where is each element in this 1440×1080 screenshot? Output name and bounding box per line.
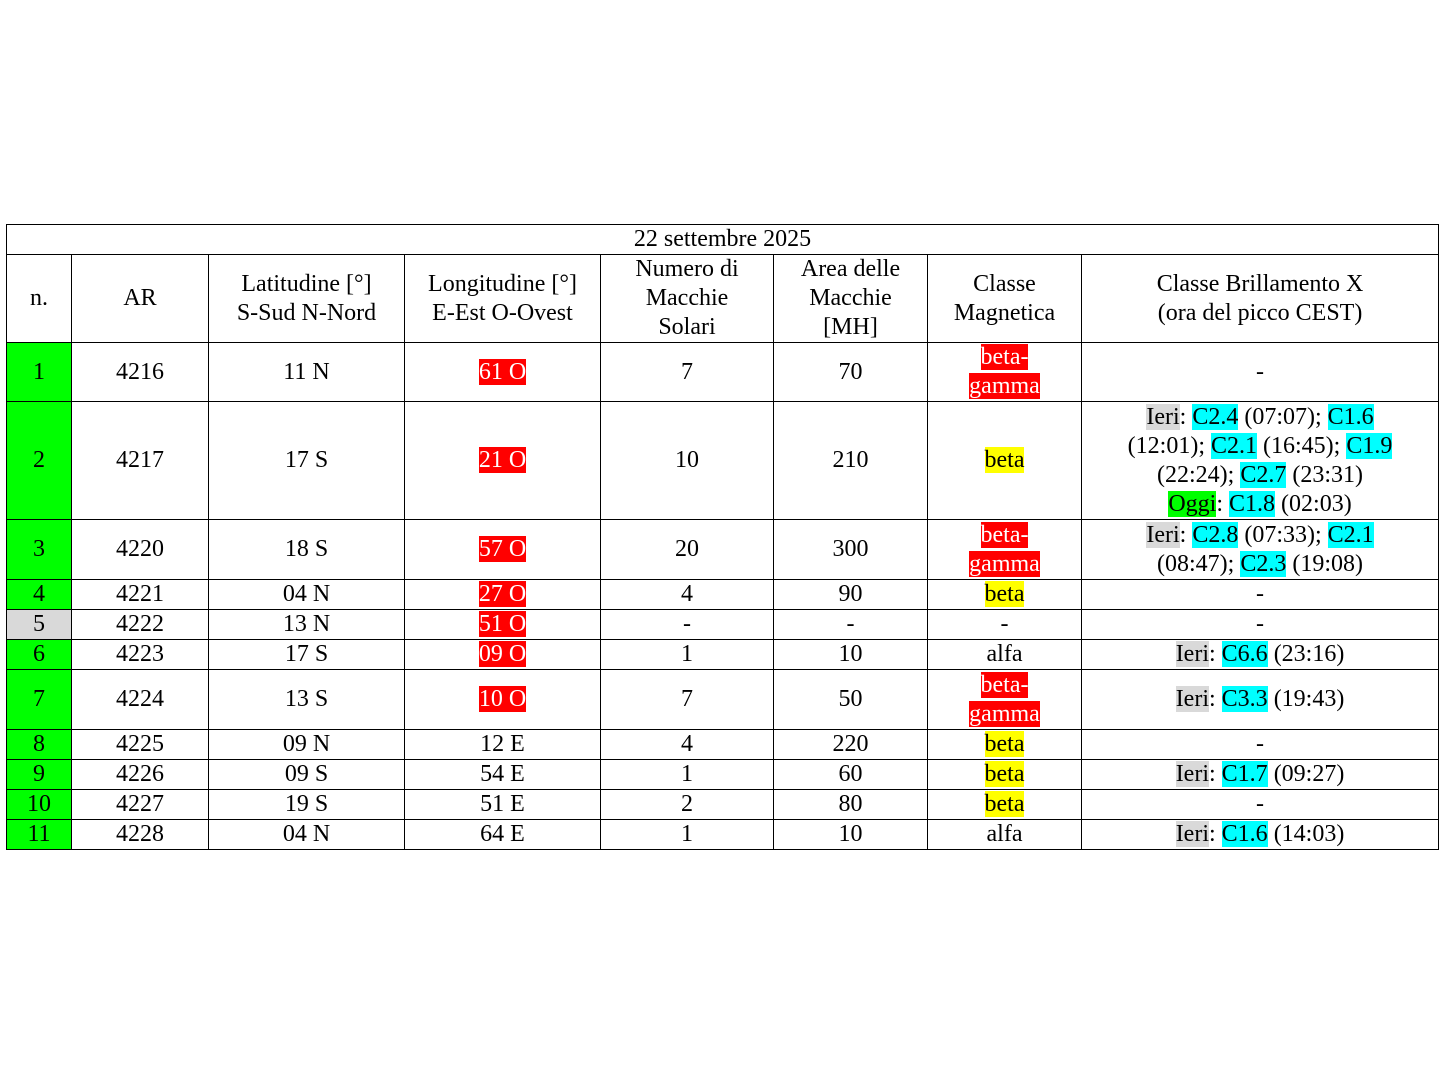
header-text: E-Est O-Ovest [432,299,573,326]
cell-n: 6 [7,640,72,670]
cell-magnetic-class [928,640,1082,670]
table-row [7,820,1439,850]
cell-ar: 4226 [72,760,209,790]
flare-text: (19:43) [1267,686,1345,712]
flare-text: : [1209,821,1222,847]
cell-sunspot-count: 7 [601,343,774,402]
cell-n: 5 [7,610,72,640]
cell-n: 9 [7,760,72,790]
flare-day-label: Ieri [1146,403,1180,430]
cell-magnetic-class [928,670,1082,730]
flare-text: - [1256,358,1265,385]
header-text: Numero di [635,256,739,282]
header-text: Macchie [809,285,892,311]
flare-text: (19:08) [1286,550,1364,577]
magnetic-class-text: alfa [986,641,1023,667]
longitude-value: 61 O [478,358,527,385]
header-text: Solari [658,314,716,340]
cell-longitude [405,730,601,760]
cell-ar: 4216 [72,343,209,402]
cell-flares [1082,402,1439,520]
longitude-value: 51 O [478,611,527,637]
longitude-value: 21 O [478,447,527,473]
flare-class: C3.3 [1221,686,1268,712]
flare-text: (07:33); [1238,521,1328,548]
table-row [7,580,1439,610]
table-row [7,402,1439,520]
table-row [7,610,1439,640]
cell-ar: 4220 [72,520,209,580]
header-n [7,255,72,343]
cell-latitude: 04 N [209,820,405,850]
cell-ar: 4221 [72,580,209,610]
flare-text: - [1256,611,1265,637]
sunspot-table [6,224,1439,850]
flare-text: - [1256,791,1265,817]
flare-text: (23:16) [1267,641,1345,667]
cell-ar: 4227 [72,790,209,820]
header-magnetic-class [928,255,1082,343]
cell-magnetic-class [928,790,1082,820]
table-body [7,343,1439,850]
header-sunspot-area [774,255,928,343]
flare-text: (12:01); [1127,432,1211,459]
magnetic-class-text: beta [984,581,1025,607]
cell-sunspot-area: 300 [774,520,928,580]
cell-sunspot-area: 10 [774,640,928,670]
flare-class: C1.6 [1221,821,1268,847]
table-row [7,670,1439,730]
flare-class: C2.8 [1192,521,1239,548]
cell-n: 10 [7,790,72,820]
cell-magnetic-class [928,580,1082,610]
cell-flares [1082,580,1439,610]
cell-longitude [405,670,601,730]
header-text: (ora del picco CEST) [1157,299,1363,326]
cell-flares [1082,730,1439,760]
flare-class: C2.1 [1211,432,1258,459]
flare-class: C2.7 [1240,461,1287,488]
flare-day-label: Oggi [1168,490,1217,517]
magnetic-class-text: gamma [969,373,1040,399]
table-title: 22 settembre 2025 [7,225,1439,255]
flare-text: (16:45); [1257,432,1347,459]
cell-latitude: 17 S [209,640,405,670]
cell-latitude: 11 N [209,343,405,402]
cell-sunspot-count: 20 [601,520,774,580]
cell-sunspot-count: 4 [601,730,774,760]
cell-sunspot-area: - [774,610,928,640]
flare-day-label: Ieri [1146,521,1180,548]
cell-magnetic-class [928,760,1082,790]
cell-longitude [405,343,601,402]
magnetic-class-text: beta [984,761,1025,787]
flare-day-label: Ieri [1175,761,1209,787]
cell-flares [1082,343,1439,402]
cell-latitude: 09 S [209,760,405,790]
cell-n: 1 [7,343,72,402]
cell-longitude [405,520,601,580]
cell-magnetic-class [928,820,1082,850]
cell-latitude: 18 S [209,520,405,580]
cell-latitude: 09 N [209,730,405,760]
flare-text: : [1209,761,1222,787]
cell-longitude [405,790,601,820]
cell-magnetic-class [928,610,1082,640]
cell-flares [1082,790,1439,820]
cell-sunspot-area: 210 [774,402,928,520]
cell-latitude: 04 N [209,580,405,610]
header-text: S-Sud N-Nord [236,299,377,326]
cell-latitude: 17 S [209,402,405,520]
header-text: Classe Brillamento X [1156,270,1364,297]
cell-latitude: 19 S [209,790,405,820]
magnetic-class-text: gamma [969,700,1040,727]
cell-latitude: 13 S [209,670,405,730]
magnetic-class-text: alfa [986,821,1023,847]
cell-longitude [405,820,601,850]
cell-sunspot-area: 70 [774,343,928,402]
cell-n: 7 [7,670,72,730]
flare-text: (22:24); [1157,461,1241,488]
magnetic-class-text: beta- [980,671,1029,698]
longitude-value: 12 E [480,731,525,757]
cell-longitude [405,580,601,610]
header-row [7,255,1439,343]
cell-longitude [405,640,601,670]
cell-flares [1082,610,1439,640]
header-text: Classe [973,270,1036,297]
cell-n: 11 [7,820,72,850]
flare-class: C1.8 [1229,490,1276,517]
cell-sunspot-area: 10 [774,820,928,850]
flare-day-label: Ieri [1175,686,1209,712]
longitude-value: 64 E [480,821,525,847]
cell-sunspot-area: 90 [774,580,928,610]
header-text: Macchie [645,285,729,311]
longitude-value: 10 O [478,686,527,712]
cell-longitude [405,760,601,790]
cell-sunspot-area: 60 [774,760,928,790]
flare-text: (08:47); [1157,550,1241,577]
flare-class: C2.1 [1327,521,1374,548]
longitude-value: 57 O [478,536,527,562]
flare-text: : [1209,641,1222,667]
cell-sunspot-count: 4 [601,580,774,610]
header-text: [MH] [823,314,878,340]
header-longitude [405,255,601,343]
cell-magnetic-class [928,520,1082,580]
cell-ar: 4224 [72,670,209,730]
cell-magnetic-class [928,402,1082,520]
table-row [7,640,1439,670]
cell-sunspot-area: 50 [774,670,928,730]
cell-magnetic-class [928,730,1082,760]
table-row [7,790,1439,820]
cell-n: 4 [7,580,72,610]
cell-sunspot-area: 80 [774,790,928,820]
flare-text: - [1256,581,1265,607]
cell-sunspot-count: 10 [601,402,774,520]
cell-ar: 4228 [72,820,209,850]
cell-ar: 4225 [72,730,209,760]
cell-longitude [405,402,601,520]
flare-class: C6.6 [1221,641,1268,667]
cell-sunspot-area: 220 [774,730,928,760]
cell-flares [1082,820,1439,850]
cell-flares [1082,760,1439,790]
flare-text: (09:27) [1267,761,1345,787]
cell-ar: 4222 [72,610,209,640]
cell-ar: 4223 [72,640,209,670]
header-ar [72,255,209,343]
table-row [7,520,1439,580]
header-text: Latitudine [°] [241,270,372,297]
cell-latitude: 13 N [209,610,405,640]
magnetic-class-text: beta [984,731,1025,757]
magnetic-class-text: beta [984,791,1025,817]
header-latitude [209,255,405,343]
cell-sunspot-count: - [601,610,774,640]
cell-ar: 4217 [72,402,209,520]
longitude-value: 27 O [478,581,527,607]
flare-text: : [1216,490,1230,517]
cell-n: 3 [7,520,72,580]
cell-sunspot-count: 7 [601,670,774,730]
header-sunspot-count [601,255,774,343]
cell-n: 8 [7,730,72,760]
header-text: n. [30,285,48,311]
cell-flares [1082,670,1439,730]
cell-flares [1082,640,1439,670]
cell-n: 2 [7,402,72,520]
flare-class: C2.4 [1192,403,1239,430]
flare-text: - [1256,731,1265,757]
flare-text: (14:03) [1267,821,1345,847]
longitude-value: 51 E [480,791,525,817]
cell-longitude [405,610,601,640]
table-row [7,730,1439,760]
cell-sunspot-count: 1 [601,760,774,790]
flare-text: (23:31) [1286,461,1364,488]
cell-sunspot-count: 1 [601,640,774,670]
flare-text: (07:07); [1238,403,1328,430]
header-text: Magnetica [953,299,1056,326]
header-text: AR [123,285,157,311]
flare-class: C2.3 [1240,550,1287,577]
flare-day-label: Ieri [1175,821,1209,847]
cell-sunspot-count: 1 [601,820,774,850]
magnetic-class-text: - [1000,611,1009,637]
flare-class: C1.9 [1346,432,1393,459]
flare-class: C1.6 [1327,403,1374,430]
flare-text: : [1179,403,1193,430]
magnetic-class-text: beta- [980,344,1029,370]
flare-text: : [1179,521,1193,548]
header-text: Longitudine [°] [428,270,577,297]
longitude-value: 54 E [480,761,525,787]
magnetic-class-text: beta- [980,521,1029,548]
cell-flares [1082,520,1439,580]
magnetic-class-text: gamma [969,550,1040,577]
flare-text: (02:03) [1275,490,1352,517]
cell-magnetic-class [928,343,1082,402]
table-row [7,760,1439,790]
flare-day-label: Ieri [1175,641,1209,667]
header-text: Area delle [800,256,901,282]
longitude-value: 09 O [478,641,527,667]
header-flare-class [1082,255,1439,343]
cell-sunspot-count: 2 [601,790,774,820]
table-row [7,343,1439,402]
flare-class: C1.7 [1221,761,1268,787]
flare-text: : [1209,686,1222,712]
magnetic-class-text: beta [984,447,1025,473]
